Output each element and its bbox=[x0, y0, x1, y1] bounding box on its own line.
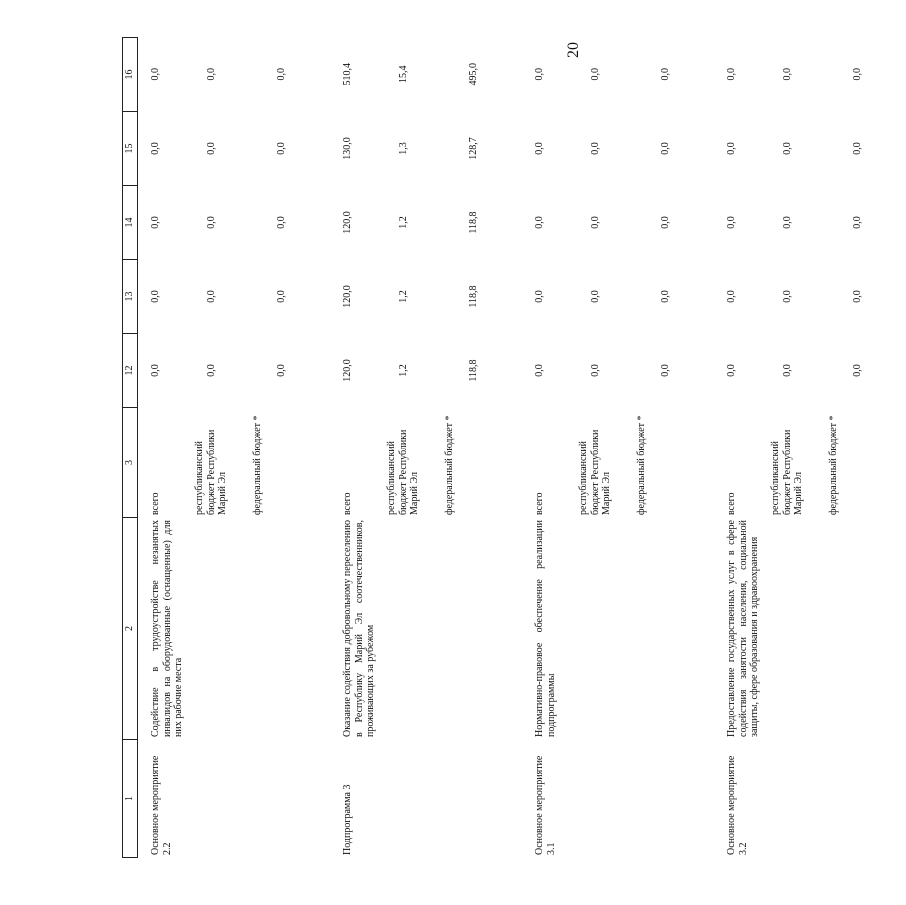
value: 0,0 bbox=[534, 142, 545, 155]
value-cell bbox=[330, 112, 522, 186]
funding-sources bbox=[138, 408, 331, 518]
value-cell bbox=[714, 260, 906, 334]
header-col-12: 12 bbox=[123, 334, 138, 408]
value: 118,8 bbox=[468, 285, 479, 308]
table-row bbox=[330, 38, 522, 858]
value: 130,0 bbox=[342, 137, 353, 160]
header-col-3: 3 bbox=[123, 408, 138, 518]
funding-source-label: федеральный бюджет * bbox=[252, 415, 263, 515]
value-cell bbox=[138, 260, 331, 334]
value: 0,0 bbox=[852, 216, 863, 229]
value: 0,0 bbox=[852, 68, 863, 81]
row-description: Нормативно-правовое обеспечение реализации подпрограммы bbox=[522, 518, 714, 740]
value: 510,4 bbox=[342, 63, 353, 86]
value: 0,0 bbox=[150, 142, 161, 155]
value: 0,0 bbox=[150, 68, 161, 81]
value: 0,0 bbox=[726, 364, 737, 377]
value: 0,0 bbox=[150, 364, 161, 377]
funding-source-label: всего bbox=[150, 492, 161, 515]
row-name: Основное мероприятие 3.2 bbox=[714, 740, 906, 858]
value: 0,0 bbox=[782, 290, 793, 303]
header-col-14: 14 bbox=[123, 186, 138, 260]
header-col-2: 2 bbox=[123, 518, 138, 740]
rotated-budget-table bbox=[122, 38, 863, 858]
value: 0,0 bbox=[534, 364, 545, 377]
value: 0,0 bbox=[276, 290, 287, 303]
value: 0,0 bbox=[206, 290, 217, 303]
value: 0,0 bbox=[726, 290, 737, 303]
value: 0,0 bbox=[590, 68, 601, 81]
value: 0,0 bbox=[276, 142, 287, 155]
table-body bbox=[138, 38, 906, 858]
value-cell bbox=[330, 260, 522, 334]
value: 0,0 bbox=[206, 142, 217, 155]
value-cell bbox=[714, 112, 906, 186]
budget-table bbox=[122, 37, 906, 858]
table-row bbox=[522, 38, 714, 858]
value-cell bbox=[138, 186, 331, 260]
row-name: Подпрограмма 3 bbox=[330, 740, 522, 858]
value: 0,0 bbox=[660, 68, 671, 81]
value-cell bbox=[714, 38, 906, 112]
value-cell bbox=[714, 186, 906, 260]
value: 0,0 bbox=[590, 142, 601, 155]
funding-source-label: всего bbox=[342, 492, 353, 515]
value-cell bbox=[522, 334, 714, 408]
value: 0,0 bbox=[276, 68, 287, 81]
value-cell bbox=[330, 334, 522, 408]
value-cell bbox=[522, 112, 714, 186]
value: 0,0 bbox=[660, 364, 671, 377]
value: 0,0 bbox=[206, 68, 217, 81]
value: 0,0 bbox=[534, 68, 545, 81]
table-row bbox=[138, 38, 331, 858]
funding-source-label: федеральный бюджет * bbox=[636, 415, 647, 515]
funding-source-label: федеральный бюджет * bbox=[444, 415, 455, 515]
value-cell bbox=[138, 112, 331, 186]
value: 0,0 bbox=[590, 364, 601, 377]
value: 0,0 bbox=[276, 216, 287, 229]
value: 128,7 bbox=[468, 137, 479, 160]
funding-source-label: республиканский бюджет Республики Марий Эл bbox=[578, 429, 612, 515]
value: 118,8 bbox=[468, 359, 479, 382]
value: 0,0 bbox=[782, 68, 793, 81]
row-description: Оказание содействия добровольному переселению в Республику Марий Эл соотечественников, проживающих за рубежом bbox=[330, 518, 522, 740]
table-row bbox=[714, 38, 906, 858]
value: 0,0 bbox=[726, 216, 737, 229]
value: 0,0 bbox=[590, 216, 601, 229]
value: 15,4 bbox=[398, 65, 409, 83]
value-cell bbox=[522, 186, 714, 260]
row-description: Содействие в трудоустройстве незанятых инвалидов на оборудованные (оснащенные) для них рабочие места bbox=[138, 518, 331, 740]
value: 120,0 bbox=[342, 285, 353, 308]
row-name: Основное мероприятие 2.2 bbox=[138, 740, 331, 858]
value-cell bbox=[522, 38, 714, 112]
value: 0,0 bbox=[726, 142, 737, 155]
value: 0,0 bbox=[534, 290, 545, 303]
value-cell bbox=[138, 38, 331, 112]
value: 0,0 bbox=[590, 290, 601, 303]
value: 1,2 bbox=[398, 216, 409, 229]
row-description: Предоставление государственных услуг в сфере содействия занятости населения, социальной защиты, сфере образования и здравоохранения bbox=[714, 518, 906, 740]
value: 0,0 bbox=[852, 290, 863, 303]
value: 495,0 bbox=[468, 63, 479, 86]
value: 0,0 bbox=[150, 216, 161, 229]
funding-source-label: всего bbox=[534, 492, 545, 515]
value: 1,2 bbox=[398, 290, 409, 303]
value: 1,2 bbox=[398, 364, 409, 377]
header-col-15: 15 bbox=[123, 112, 138, 186]
value-cell bbox=[522, 260, 714, 334]
value: 0,0 bbox=[150, 290, 161, 303]
funding-source-label: республиканский бюджет Республики Марий Эл bbox=[770, 429, 804, 515]
funding-source-label: всего bbox=[726, 492, 737, 515]
value: 0,0 bbox=[782, 216, 793, 229]
value-cell bbox=[330, 186, 522, 260]
funding-source-label: федеральный бюджет * bbox=[828, 415, 839, 515]
value: 1,3 bbox=[398, 142, 409, 155]
funding-sources bbox=[330, 408, 522, 518]
value: 0,0 bbox=[206, 364, 217, 377]
value: 118,8 bbox=[468, 211, 479, 234]
value: 0,0 bbox=[660, 142, 671, 155]
header-col-16: 16 bbox=[123, 38, 138, 112]
value: 0,0 bbox=[852, 364, 863, 377]
value: 0,0 bbox=[276, 364, 287, 377]
value: 0,0 bbox=[206, 216, 217, 229]
value-cell bbox=[138, 334, 331, 408]
value-cell bbox=[330, 38, 522, 112]
value: 0,0 bbox=[782, 142, 793, 155]
value: 0,0 bbox=[852, 142, 863, 155]
row-name: Основное мероприятие 3.1 bbox=[522, 740, 714, 858]
funding-source-label: республиканский бюджет Республики Марий Эл bbox=[194, 429, 228, 515]
value: 0,0 bbox=[726, 68, 737, 81]
funding-sources bbox=[522, 408, 714, 518]
header-row bbox=[123, 38, 138, 858]
value: 0,0 bbox=[782, 364, 793, 377]
value: 120,0 bbox=[342, 359, 353, 382]
header-col-1: 1 bbox=[123, 740, 138, 858]
funding-sources bbox=[714, 408, 906, 518]
value-cell bbox=[714, 334, 906, 408]
value: 0,0 bbox=[660, 290, 671, 303]
funding-source-label: республиканский бюджет Республики Марий Эл bbox=[386, 429, 420, 515]
value: 0,0 bbox=[534, 216, 545, 229]
value: 120,0 bbox=[342, 211, 353, 234]
page-number: 20 bbox=[565, 42, 582, 58]
value: 0,0 bbox=[660, 216, 671, 229]
header-col-13: 13 bbox=[123, 260, 138, 334]
